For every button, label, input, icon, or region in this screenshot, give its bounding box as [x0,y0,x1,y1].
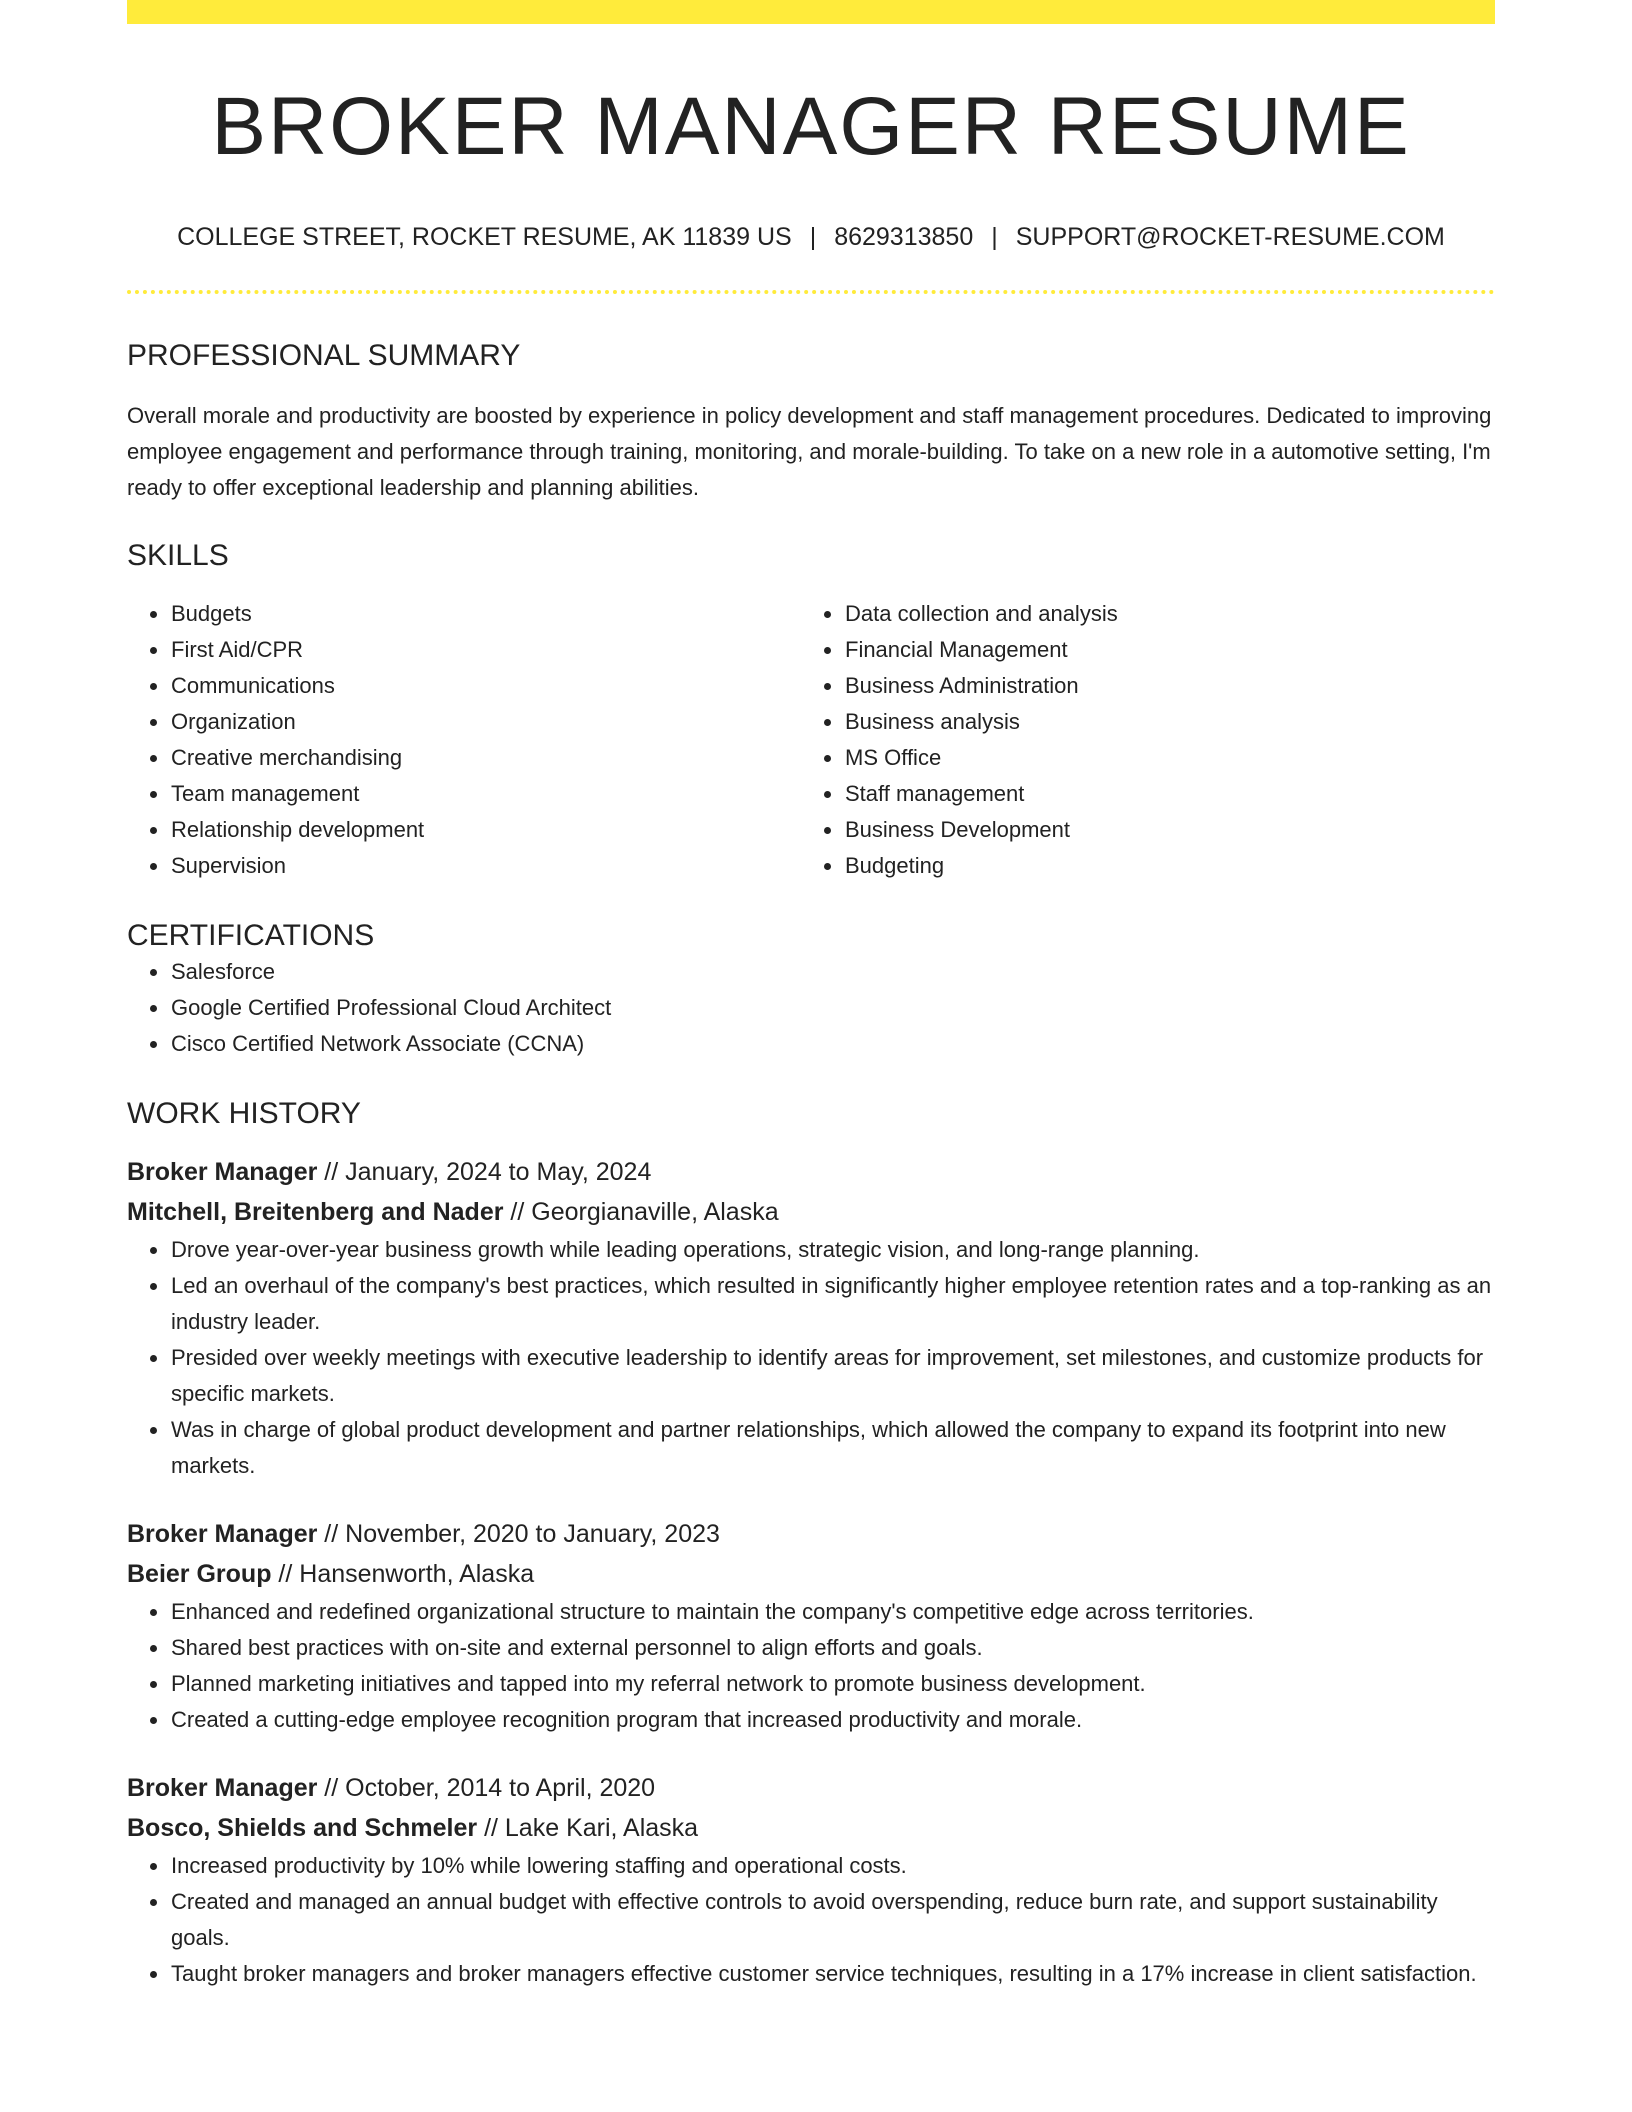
skill-item: • Supervision [170,848,801,884]
job-company-line [127,1554,1495,1594]
skill-item: • MS Office [844,740,1475,776]
skill-item: • Budgets [170,596,801,632]
job-bullet: • Presided over weekly meetings with executive leadership to identify areas for improvement, set milestones, and customize products for specific markets. [170,1340,1495,1412]
job-location: // Lake Kari, Alaska [477,1814,699,1843]
summary-text: Overall morale and productivity are boosted by experience in policy development and staff management procedures. Dedicated to improving employee engagement and performance through training, monitoring, and morale-building. To take on a new role in a automotive setting, I'm ready to offer exceptional leadership and planning abilities. [127,403,1492,501]
skill-item: • Data collection and analysis [844,596,1475,632]
certifications-heading: CERTIFICATIONS [127,919,375,953]
job-title-line [127,1152,1495,1192]
job-bullets [127,1594,1495,1738]
job-bullet: • Created and managed an annual budget with effective controls to avoid overspending, reduce burn rate, and support sustainability goals. [170,1884,1495,1956]
job-company-line [127,1808,1495,1848]
job-company: Bosco, Shields and Schmeler [127,1814,478,1843]
work-history-heading: WORK HISTORY [127,1097,361,1131]
job-bullets [127,1232,1495,1484]
job-title-line [127,1514,1495,1554]
job-bullet: • Was in charge of global product development and partner relationships, which allowed the company to expand its footprint into new markets. [170,1412,1495,1484]
certification-item: • Cisco Certified Network Associate (CCNA) [170,1026,1495,1062]
contact-phone: 8629313850 [834,223,974,252]
skills-column-left [127,596,801,884]
job-bullet: • Created a cutting-edge employee recognition program that increased productivity and morale. [170,1702,1495,1738]
skills-grid [127,596,1495,884]
resume-title: BROKER MANAGER RESUME [211,81,1411,172]
contact-line [127,222,1495,252]
job-bullet: • Enhanced and redefined organizational structure to maintain the company's competitive edge across territories. [170,1594,1495,1630]
job-bullet: • Shared best practices with on-site and external personnel to align efforts and goals. [170,1630,1495,1666]
job-dates: // January, 2024 to May, 2024 [317,1158,652,1187]
job-company: Mitchell, Breitenberg and Nader [127,1198,504,1227]
summary-heading: PROFESSIONAL SUMMARY [127,339,521,373]
contact-address: COLLEGE STREET, ROCKET RESUME, AK 11839 US [177,223,792,252]
job-bullet: • Led an overhaul of the company's best practices, which resulted in significantly higher employee retention rates and a top-ranking as an industry leader. [170,1268,1495,1340]
certification-item: • Google Certified Professional Cloud Architect [170,990,1495,1026]
job-entry [127,1152,1495,1484]
certification-item: • Salesforce [170,954,1495,990]
skill-item: • Team management [170,776,801,812]
job-entry [127,1514,1495,1738]
job-company-line [127,1192,1495,1232]
job-title-line [127,1768,1495,1808]
job-bullet: • Drove year-over-year business growth while leading operations, strategic vision, and long-range planning. [170,1232,1495,1268]
skill-item: • Communications [170,668,801,704]
job-bullet: • Increased productivity by 10% while lowering staffing and operational costs. [170,1848,1495,1884]
resume-content [127,0,1495,1992]
skill-item: • Creative merchandising [170,740,801,776]
skills-list-right [801,596,1475,884]
job-title: Broker Manager [127,1774,318,1803]
job-title: Broker Manager [127,1158,318,1187]
skill-item: • Financial Management [844,632,1475,668]
job-dates: // November, 2020 to January, 2023 [317,1520,720,1549]
skills-list-left [127,596,801,884]
skill-item: • Staff management [844,776,1475,812]
job-dates: // October, 2014 to April, 2020 [317,1774,656,1803]
contact-separator: | [809,223,817,252]
dotted-divider [127,290,1495,294]
skill-item: • Relationship development [170,812,801,848]
job-location: // Georgianaville, Alaska [503,1198,779,1227]
job-title: Broker Manager [127,1520,318,1549]
skill-item: • First Aid/CPR [170,632,801,668]
accent-bar [127,0,1495,24]
skill-item: • Business analysis [844,704,1475,740]
skills-column-right [801,596,1475,884]
skill-item: • Organization [170,704,801,740]
job-company: Beier Group [127,1560,272,1589]
job-bullet: • Taught broker managers and broker managers effective customer service techniques, resulting in a 17% increase in client satisfaction. [170,1956,1495,1992]
skill-item: • Business Development [844,812,1475,848]
contact-separator: | [991,223,998,252]
certifications-list [127,954,1495,1062]
job-entry [127,1768,1495,1992]
contact-email: SUPPORT@ROCKET-RESUME.COM [1015,223,1445,252]
skill-item: • Business Administration [844,668,1475,704]
job-bullet: • Planned marketing initiatives and tapped into my referral network to promote business development. [170,1666,1495,1702]
job-location: // Hansenworth, Alaska [271,1560,535,1589]
skill-item: • Budgeting [844,848,1475,884]
skills-heading: SKILLS [127,539,229,573]
job-bullets [127,1848,1495,1992]
